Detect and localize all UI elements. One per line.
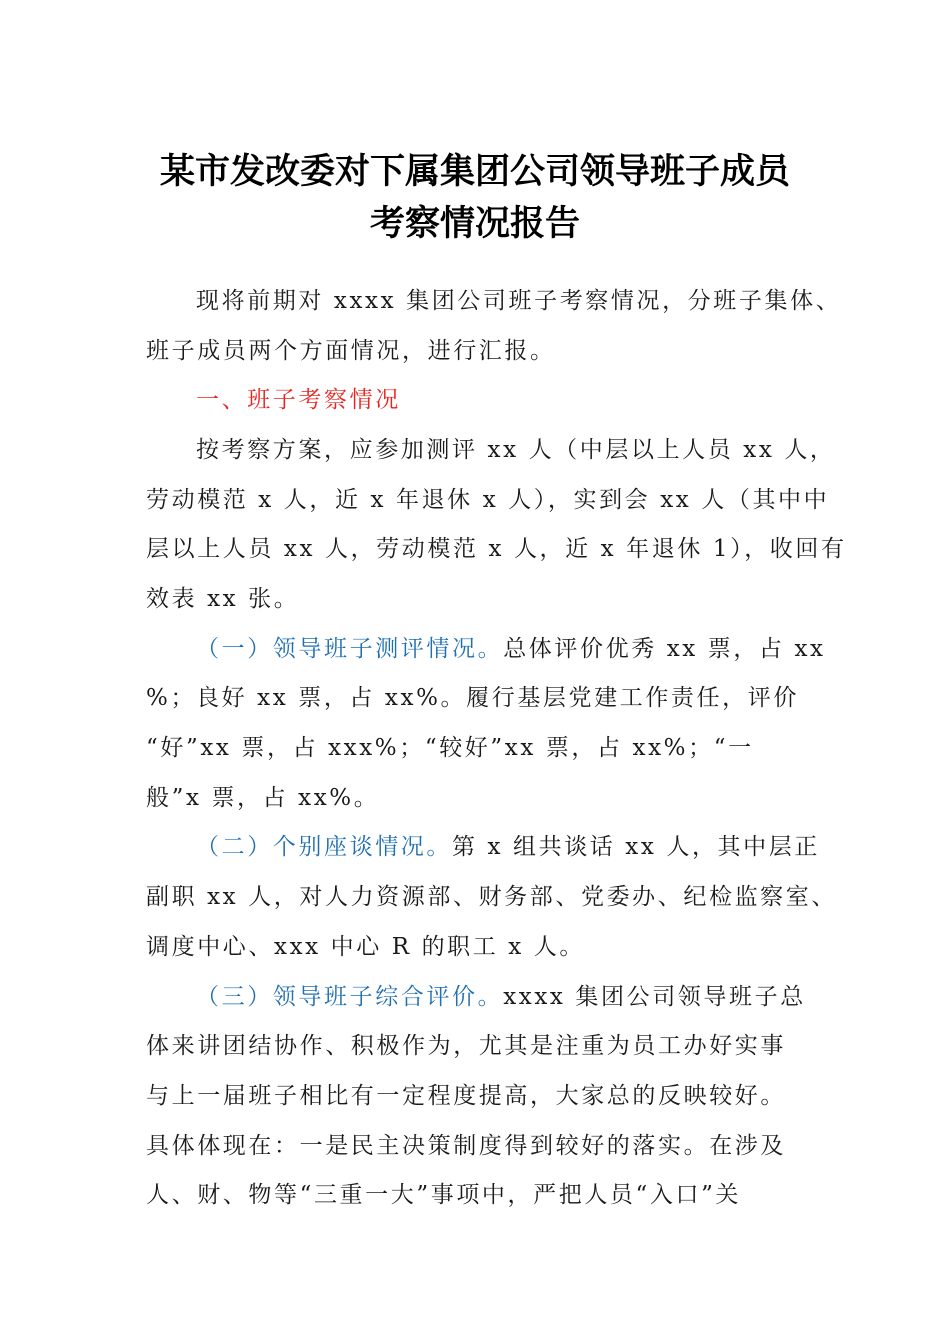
sub2-heading: （二）个别座谈情况。	[196, 834, 452, 860]
para1-line-1: 按考察方案，应参加测评 xx 人（中层以上人员 xx 人，	[196, 437, 836, 463]
sub1-first-text: 总体评价优秀 xx 票，占 xx	[503, 636, 826, 662]
section-heading: 一、班子考察情况	[196, 387, 401, 413]
sub1-line-1	[196, 631, 826, 667]
intro-line-1: 现将前期对 xxxx 集团公司班子考察情况，分班子集体、	[196, 288, 842, 314]
sub1-line-4: 般”x 票，占 xx%。	[146, 785, 380, 811]
sub3-line-1	[196, 979, 806, 1015]
sub1-heading: （一）领导班子测评情况。	[196, 636, 504, 662]
intro-line-2: 班子成员两个方面情况，进行汇报。	[146, 338, 556, 364]
sub2-line-3: 调度中心、xxx 中心 R 的职工 x 人。	[146, 934, 585, 960]
sub2-first-text: 第 x 组共谈话 xx 人，其中层正	[452, 834, 820, 860]
sub3-line-2: 体来讲团结协作、积极作为，尤其是注重为员工办好实事	[146, 1033, 786, 1059]
para1-line-2: 劳动模范 x 人，近 x 年退休 x 人），实到会 xx 人（其中中	[146, 487, 830, 513]
document-title-line-2: 考察情况报告	[369, 203, 580, 244]
sub1-line-3: “好”xx 票，占 xxx%；“较好”xx 票，占 xx%；“一	[146, 735, 754, 761]
sub2-line-1	[196, 829, 820, 865]
para1-line-3: 层以上人员 xx 人，劳动模范 x 人，近 x 年退休 1），收回有	[146, 536, 847, 562]
sub3-heading: （三）领导班子综合评价。	[196, 984, 504, 1010]
sub3-first-text: xxxx 集团公司领导班子总	[503, 984, 806, 1010]
para1-line-4: 效表 xx 张。	[146, 586, 300, 612]
document-title-line-1: 某市发改委对下属集团公司领导班子成员	[159, 151, 790, 192]
sub1-line-2: %；良好 xx 票，占 xx%。履行基层党建工作责任，评价	[146, 685, 799, 711]
sub2-line-2: 副职 xx 人，对人力资源部、财务部、党委办、纪检监察室、	[146, 884, 837, 910]
sub3-line-5: 人、财、物等“三重一大”事项中，严把人员“入口”关	[146, 1182, 742, 1208]
sub3-line-4: 具体体现在：一是民主决策制度得到较好的落实。在涉及	[146, 1133, 786, 1159]
sub3-line-3: 与上一届班子相比有一定程度提高，大家总的反映较好。	[146, 1083, 786, 1109]
